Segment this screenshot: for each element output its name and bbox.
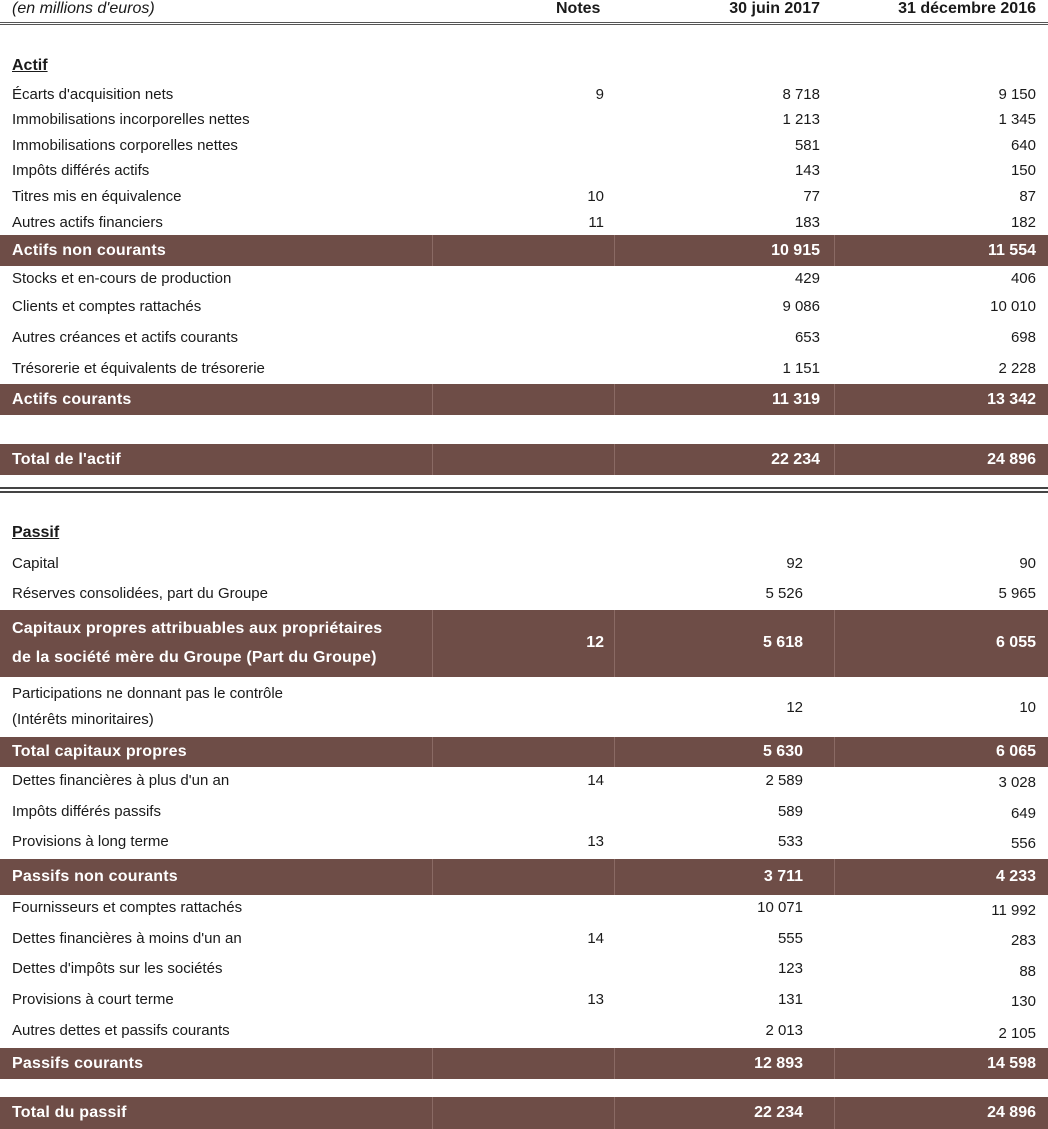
subtotal-label: Actifs courants: [12, 391, 132, 408]
subtotal-label: Passifs courants: [12, 1055, 144, 1072]
row-value-2016: 3 028: [998, 774, 1036, 791]
subtotal-label: Total capitaux propres: [12, 743, 187, 760]
table-header: [0, 0, 1048, 20]
row-label: Dettes d'impôts sur les sociétés: [12, 960, 223, 977]
subtotal-value-2016: 13 342: [987, 391, 1036, 408]
row-note: 13: [587, 991, 604, 1008]
row-value-2016: 640: [1010, 137, 1036, 154]
row-value-2017: 183: [794, 214, 820, 231]
subtotal-row-passifs-non-courants: [0, 859, 1048, 895]
subtotal-label-line2: de la société mère du Groupe (Part du Groupe): [12, 649, 377, 666]
row-label: Immobilisations incorporelles nettes: [12, 111, 250, 128]
table-row: [0, 685, 1048, 735]
subtotal-label: Actifs non courants: [12, 242, 167, 259]
row-value-2017: 1 151: [782, 360, 820, 377]
row-value-2017: 143: [794, 162, 820, 179]
subtotal-label-line1: Capitaux propres attribuables aux propriétaires: [12, 620, 383, 637]
row-value-2017: 131: [777, 991, 803, 1008]
subtotal-value-2016: 6 055: [995, 634, 1036, 651]
row-label: Trésorerie et équivalents de trésorerie: [12, 360, 265, 377]
header-divider: [0, 22, 1048, 25]
row-value-2017: 5 526: [765, 585, 803, 602]
row-value-2016: 649: [1010, 805, 1036, 822]
row-value-2016: 130: [1010, 993, 1036, 1010]
period-1-column-header: 30 juin 2017: [729, 0, 820, 17]
row-value-2016: 88: [1019, 963, 1036, 980]
row-value-2016: 5 965: [998, 585, 1036, 602]
subtotal-value-2017: 12 893: [754, 1055, 803, 1072]
row-label: Autres créances et actifs courants: [12, 329, 238, 346]
notes-column-header: Notes: [556, 0, 601, 17]
row-value-2016: 556: [1010, 835, 1036, 852]
section-divider: [0, 487, 1048, 493]
subtotal-row-total-capitaux-propres: [0, 737, 1048, 767]
subtotal-row-actifs-courants: [0, 384, 1048, 415]
row-label: Clients et comptes rattachés: [12, 298, 202, 315]
row-value-2017: 92: [786, 555, 803, 572]
section-title-passif: Passif: [12, 524, 60, 541]
subtotal-row-passifs-courants: [0, 1048, 1048, 1079]
row-value-2017: 555: [777, 930, 803, 947]
row-value-2016: 11 992: [991, 902, 1036, 919]
row-label: Provisions à court terme: [12, 991, 174, 1008]
row-label: Immobilisations corporelles nettes: [12, 137, 238, 154]
row-value-2017: 8 718: [782, 86, 820, 103]
row-note: 10: [587, 188, 604, 205]
subtotal-row-actifs-non-courants: [0, 235, 1048, 266]
subtotal-value-2016: 11 554: [987, 242, 1036, 259]
row-note: 13: [587, 833, 604, 850]
row-value-2016: 182: [1010, 214, 1036, 231]
row-value-2017: 10 071: [757, 899, 803, 916]
row-label: Dettes financières à plus d'un an: [12, 772, 230, 789]
row-value-2016: 90: [1019, 555, 1036, 572]
row-label: Autres actifs financiers: [12, 214, 163, 231]
row-value-2016: 406: [1010, 270, 1036, 287]
row-note: 14: [587, 772, 604, 789]
row-value-2017: 2 589: [765, 772, 803, 789]
total-value-2016: 24 896: [987, 451, 1036, 468]
row-value-2017: 123: [777, 960, 803, 977]
subtotal-value-2016: 6 065: [995, 743, 1036, 760]
row-value-2017: 9 086: [782, 298, 820, 315]
row-value-2017: 589: [777, 803, 803, 820]
row-label: Impôts différés passifs: [12, 803, 161, 820]
row-value-2016: 283: [1010, 932, 1036, 949]
total-value-2016: 24 896: [987, 1104, 1036, 1121]
section-title-actif: Actif: [12, 57, 48, 74]
row-value-2016: 9 150: [998, 86, 1036, 103]
period-2-column-header: 31 décembre 2016: [898, 0, 1036, 17]
total-value-2017: 22 234: [754, 1104, 803, 1121]
row-label-line2: (Intérêts minoritaires): [12, 711, 154, 728]
subtotal-value-2016: 4 233: [995, 868, 1036, 885]
row-label: Titres mis en équivalence: [12, 188, 182, 205]
row-note: 11: [588, 214, 604, 231]
row-value-2016: 10: [1019, 699, 1036, 716]
subtotal-label: Passifs non courants: [12, 868, 178, 885]
row-label-line1: Participations ne donnant pas le contrôle: [12, 685, 284, 702]
subtotal-row-capitaux-groupe: [0, 610, 1048, 677]
row-label: Provisions à long terme: [12, 833, 169, 850]
total-label: Total du passif: [12, 1104, 127, 1121]
row-value-2016: 150: [1010, 162, 1036, 179]
unit-label: (en millions d'euros): [12, 0, 155, 17]
subtotal-value-2017: 5 618: [762, 634, 803, 651]
row-value-2016: 87: [1019, 188, 1036, 205]
row-label: Écarts d'acquisition nets: [12, 86, 174, 103]
total-label: Total de l'actif: [12, 451, 121, 468]
row-value-2016: 1 345: [998, 111, 1036, 128]
row-label: Autres dettes et passifs courants: [12, 1022, 230, 1039]
row-label: Stocks et en-cours de production: [12, 270, 232, 287]
row-value-2017: 429: [794, 270, 820, 287]
row-note: 9: [595, 86, 604, 103]
subtotal-value-2017: 3 711: [763, 868, 803, 885]
row-value-2017: 581: [794, 137, 820, 154]
row-value-2017: 12: [786, 699, 803, 716]
row-label: Dettes financières à moins d'un an: [12, 930, 242, 947]
row-label: Réserves consolidées, part du Groupe: [12, 585, 268, 602]
row-note: 14: [587, 930, 604, 947]
row-value-2017: 1 213: [782, 111, 820, 128]
row-value-2017: 653: [794, 329, 820, 346]
row-value-2016: 2 105: [998, 1025, 1036, 1042]
total-row-passif: [0, 1097, 1048, 1129]
row-value-2016: 10 010: [990, 298, 1036, 315]
row-value-2017: 77: [803, 188, 820, 205]
subtotal-note: 12: [586, 634, 604, 651]
row-label: Capital: [12, 555, 59, 572]
row-value-2016: 2 228: [998, 360, 1036, 377]
subtotal-value-2017: 10 915: [771, 242, 820, 259]
row-label: Impôts différés actifs: [12, 162, 150, 179]
row-value-2017: 2 013: [765, 1022, 803, 1039]
row-value-2016: 698: [1010, 329, 1036, 346]
subtotal-value-2016: 14 598: [987, 1055, 1036, 1072]
row-value-2017: 533: [777, 833, 803, 850]
subtotal-value-2017: 5 630: [762, 743, 803, 760]
row-label: Fournisseurs et comptes rattachés: [12, 899, 243, 916]
subtotal-value-2017: 11 319: [771, 391, 820, 408]
total-value-2017: 22 234: [771, 451, 820, 468]
total-row-actif: [0, 444, 1048, 475]
